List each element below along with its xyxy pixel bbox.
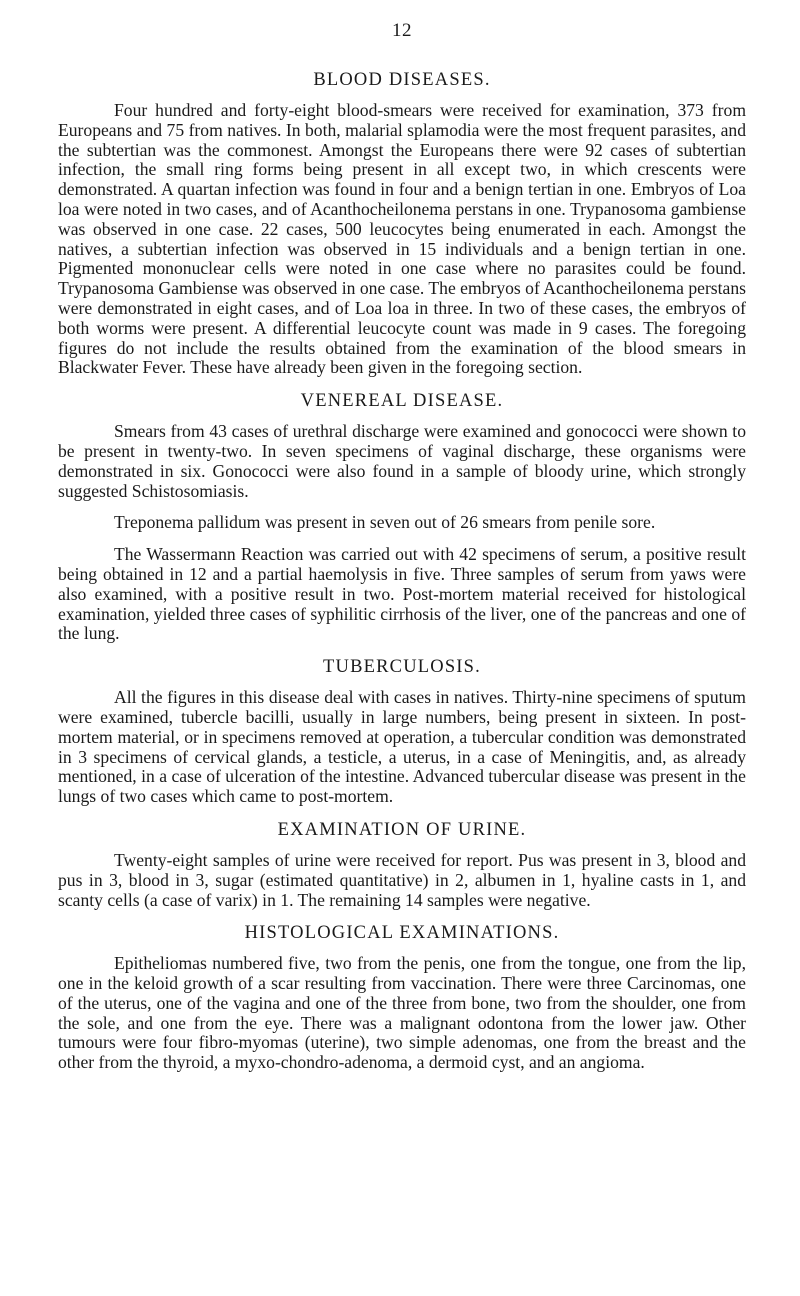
section-title: VENEREAL DISEASE. [300, 391, 504, 412]
paragraph: The Wassermann Reaction was carried out with 42 specimens of serum, a positive result being obtained in 12 and a partial haemolysis in five. Three samples of serum from yaws were also examined, with a positive result in two. Post-mortem material received for histological examination, yielded three cases of syphilitic cirrhosis of the liver, one of the pancreas and one of the lung. [58, 544, 746, 644]
section-blood-diseases [58, 70, 746, 378]
paragraph: Four hundred and forty-eight blood-smears were received for examination, 373 from Europeans and 75 from natives. In both, malarial splamodia were the most frequent parasites, and the subtertian was the commonest. Amongst the Europeans there were 92 cases of subtertian infection, the small ring forms being present in all except two, in which crescents were demonstrated. A quartan infection was found in four and a benign tertian in one. Embryos of Loa loa were noted in two cases, and of Acanthocheilonema perstans in one. Trypanosoma gambiense was observed in one case. 22 cases, 500 leucocytes being enumerated in each. Amongst the natives, a subtertian infection was observed in 15 individuals and a benign tertian in one. Pigmented mononuclear cells were noted in one case where no parasites could be found. Trypanosoma Gambiense was observed in one case. The embryos of Acanthocheilonema perstans were demonstrated in eight cases, and of Loa loa in three. In two of these cases, the embryos of both worms were present. A differential leucocyte count was made in 9 cases. The foregoing figures do not include the results obtained from the examination of the blood smears in Blackwater Fever. These have already been given in the foregoing section. [58, 100, 746, 378]
paragraph: Twenty-eight samples of urine were received for report. Pus was present in 3, blood and pus in 3, blood in 3, sugar (estimated quantitative) in 2, albumen in 1, hyaline casts in 1, and scanty cells (a case of varix) in 1. The remaining 14 samples were negative. [58, 849, 746, 910]
document-page [58, 20, 746, 1086]
section-title: EXAMINATION OF URINE. [277, 819, 527, 840]
section-tuberculosis [58, 657, 746, 807]
section-title: TUBERCULOSIS. [323, 657, 481, 678]
section-examination-of-urine [58, 820, 746, 910]
section-title: BLOOD DISEASES. [313, 70, 491, 90]
section-histological-examinations [58, 923, 746, 1073]
paragraph: All the figures in this disease deal with cases in natives. Thirty-nine specimens of sputum were examined, tubercle bacilli, usually in large numbers, being present in sixteen. In post-mortem material, or in specimens removed at operation, a tubercular condition was demonstrated in 3 specimens of cervical glands, a testicle, a uterus, in a case of Meningitis, and, as already mentioned, in a case of ulceration of the intestine. Advanced tubercular disease was present in the lungs of two cases which came to post-mortem. [58, 687, 746, 807]
section-title: HISTOLOGICAL EXAMINATIONS. [244, 923, 560, 944]
paragraph: Epitheliomas numbered five, two from the penis, one from the tongue, one from the lip, one in the keloid growth of a scar resulting from vaccination. There were three Carcinomas, one of the uterus, one of the vagina and one of the three from bone, two from the shoulder, one from the sole, and one from the eye. There was a malignant odontona from the lower jaw. Other tumours were four fibro-myomas (uterine), two simple adenomas, one from the breast and the other from the thyroid, a myxo-chondro-adenoma, a dermoid cyst, and an angioma. [58, 953, 746, 1073]
paragraph: Smears from 43 cases of urethral discharge were examined and gonococci were shown to be present in twenty-two. In seven specimens of vaginal discharge, these organisms were demonstrated in six. Gonococci were also found in a sample of bloody urine, which strongly suggested Schistosomiasis. [58, 421, 746, 501]
paragraph: Treponema pallidum was present in seven out of 26 smears from penile sore. [114, 512, 656, 533]
page-number: 12 [392, 20, 412, 41]
section-venereal-disease [58, 391, 746, 644]
